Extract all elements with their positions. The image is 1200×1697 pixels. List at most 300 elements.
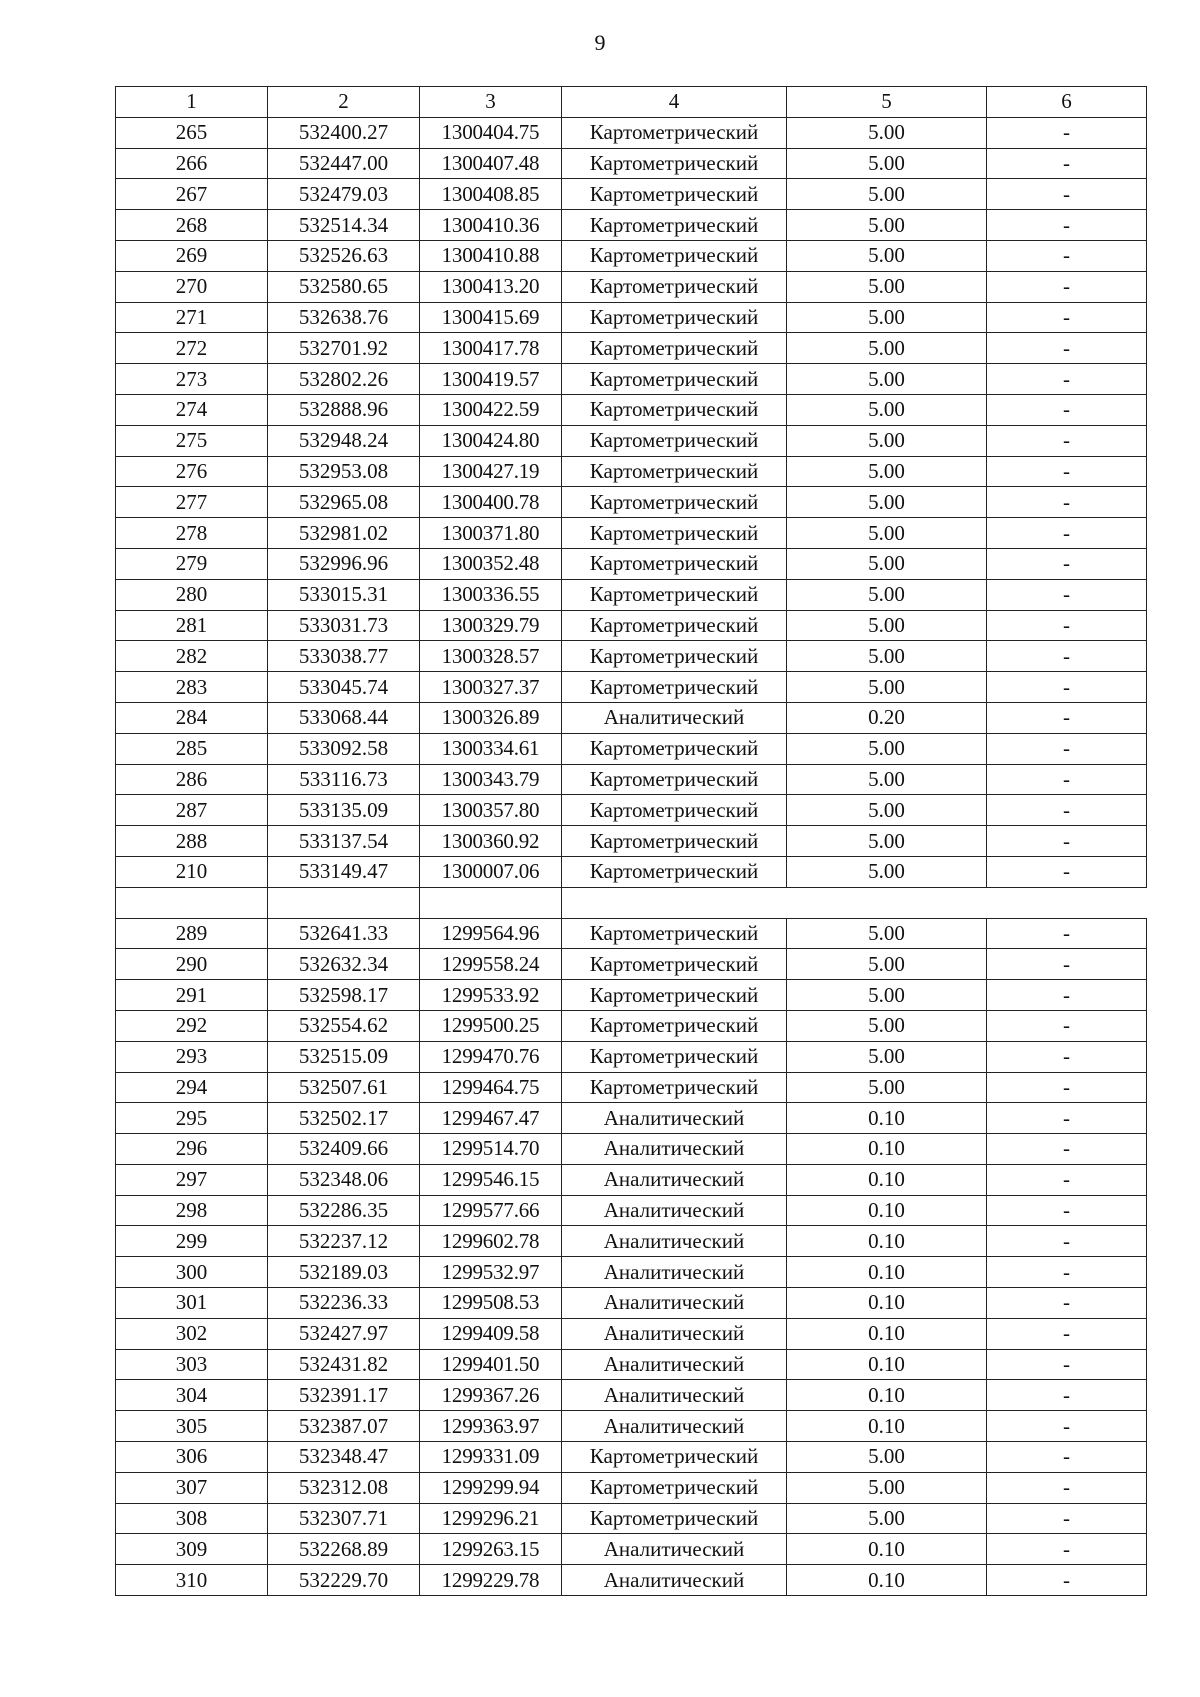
accuracy-cell: 0.10 xyxy=(787,1318,987,1349)
column-header: 4 xyxy=(562,87,787,118)
description-cell: - xyxy=(987,795,1147,826)
method-cell: Картометрический xyxy=(562,1503,787,1534)
x-coordinate-cell: 532981.02 xyxy=(268,518,420,549)
accuracy-cell: 5.00 xyxy=(787,641,987,672)
description-cell: - xyxy=(987,579,1147,610)
table-row xyxy=(116,764,1147,795)
accuracy-cell: 5.00 xyxy=(787,1072,987,1103)
y-coordinate-cell: 1300400.78 xyxy=(420,487,562,518)
point-number-cell: 286 xyxy=(116,764,268,795)
accuracy-cell: 5.00 xyxy=(787,764,987,795)
x-coordinate-cell: 532888.96 xyxy=(268,394,420,425)
method-cell: Картометрический xyxy=(562,1442,787,1473)
point-number-cell: 301 xyxy=(116,1288,268,1319)
description-cell: - xyxy=(987,1195,1147,1226)
table-row xyxy=(116,1380,1147,1411)
accuracy-cell: 5.00 xyxy=(787,1010,987,1041)
y-coordinate-cell: 1299299.94 xyxy=(420,1472,562,1503)
table-row xyxy=(116,148,1147,179)
table-row xyxy=(116,1411,1147,1442)
y-coordinate-cell: 1299514.70 xyxy=(420,1134,562,1165)
x-coordinate-cell: 533092.58 xyxy=(268,733,420,764)
table-row xyxy=(116,1472,1147,1503)
x-coordinate-cell: 532507.61 xyxy=(268,1072,420,1103)
y-coordinate-cell: 1300328.57 xyxy=(420,641,562,672)
accuracy-cell: 5.00 xyxy=(787,148,987,179)
method-cell: Аналитический xyxy=(562,702,787,733)
method-cell: Аналитический xyxy=(562,1411,787,1442)
y-coordinate-cell: 1300415.69 xyxy=(420,302,562,333)
table-row xyxy=(116,795,1147,826)
method-cell: Картометрический xyxy=(562,764,787,795)
y-coordinate-cell: 1299577.66 xyxy=(420,1195,562,1226)
description-cell: - xyxy=(987,240,1147,271)
accuracy-cell: 5.00 xyxy=(787,364,987,395)
accuracy-cell: 0.10 xyxy=(787,1565,987,1596)
description-cell: - xyxy=(987,364,1147,395)
y-coordinate-cell: 1299508.53 xyxy=(420,1288,562,1319)
point-number-cell: 281 xyxy=(116,610,268,641)
x-coordinate-cell: 532641.33 xyxy=(268,918,420,949)
separator-cell xyxy=(116,887,268,918)
method-cell: Картометрический xyxy=(562,610,787,641)
method-cell: Аналитический xyxy=(562,1164,787,1195)
table-row xyxy=(116,1318,1147,1349)
point-number-cell: 310 xyxy=(116,1565,268,1596)
column-header: 3 xyxy=(420,87,562,118)
description-cell: - xyxy=(987,1257,1147,1288)
table-row xyxy=(116,949,1147,980)
y-coordinate-cell: 1300427.19 xyxy=(420,456,562,487)
description-cell: - xyxy=(987,733,1147,764)
method-cell: Картометрический xyxy=(562,672,787,703)
accuracy-cell: 5.00 xyxy=(787,856,987,887)
x-coordinate-cell: 532526.63 xyxy=(268,240,420,271)
method-cell: Картометрический xyxy=(562,333,787,364)
x-coordinate-cell: 532387.07 xyxy=(268,1411,420,1442)
point-number-cell: 292 xyxy=(116,1010,268,1041)
point-number-cell: 284 xyxy=(116,702,268,733)
description-cell: - xyxy=(987,425,1147,456)
table-row xyxy=(116,394,1147,425)
method-cell: Аналитический xyxy=(562,1288,787,1319)
accuracy-cell: 5.00 xyxy=(787,210,987,241)
accuracy-cell: 0.10 xyxy=(787,1103,987,1134)
method-cell: Картометрический xyxy=(562,148,787,179)
point-number-cell: 266 xyxy=(116,148,268,179)
x-coordinate-cell: 533045.74 xyxy=(268,672,420,703)
table-row xyxy=(116,980,1147,1011)
y-coordinate-cell: 1300327.37 xyxy=(420,672,562,703)
accuracy-cell: 5.00 xyxy=(787,949,987,980)
point-number-cell: 307 xyxy=(116,1472,268,1503)
table-row xyxy=(116,1534,1147,1565)
table-row xyxy=(116,333,1147,364)
method-cell: Картометрический xyxy=(562,271,787,302)
description-cell: - xyxy=(987,1534,1147,1565)
description-cell: - xyxy=(987,179,1147,210)
accuracy-cell: 0.10 xyxy=(787,1380,987,1411)
x-coordinate-cell: 532189.03 xyxy=(268,1257,420,1288)
table-row xyxy=(116,856,1147,887)
table-row xyxy=(116,1072,1147,1103)
point-number-cell: 298 xyxy=(116,1195,268,1226)
y-coordinate-cell: 1299500.25 xyxy=(420,1010,562,1041)
method-cell: Аналитический xyxy=(562,1565,787,1596)
table-row xyxy=(116,1288,1147,1319)
description-cell: - xyxy=(987,487,1147,518)
separator-cell xyxy=(268,887,420,918)
point-number-cell: 274 xyxy=(116,394,268,425)
accuracy-cell: 0.10 xyxy=(787,1134,987,1165)
accuracy-cell: 0.10 xyxy=(787,1349,987,1380)
page-number: 9 xyxy=(594,30,606,55)
table-row xyxy=(116,1134,1147,1165)
description-cell: - xyxy=(987,641,1147,672)
description-cell: - xyxy=(987,826,1147,857)
column-header: 1 xyxy=(116,87,268,118)
y-coordinate-cell: 1300410.88 xyxy=(420,240,562,271)
description-cell: - xyxy=(987,148,1147,179)
point-number-cell: 283 xyxy=(116,672,268,703)
y-coordinate-cell: 1300007.06 xyxy=(420,856,562,887)
description-cell: - xyxy=(987,918,1147,949)
point-number-cell: 265 xyxy=(116,117,268,148)
description-cell: - xyxy=(987,1318,1147,1349)
point-number-cell: 288 xyxy=(116,826,268,857)
x-coordinate-cell: 532996.96 xyxy=(268,548,420,579)
method-cell: Картометрический xyxy=(562,456,787,487)
description-cell: - xyxy=(987,548,1147,579)
method-cell: Аналитический xyxy=(562,1380,787,1411)
table-row xyxy=(116,1503,1147,1534)
accuracy-cell: 5.00 xyxy=(787,548,987,579)
x-coordinate-cell: 532268.89 xyxy=(268,1534,420,1565)
table-row xyxy=(116,1226,1147,1257)
table-row xyxy=(116,1164,1147,1195)
description-cell: - xyxy=(987,1503,1147,1534)
y-coordinate-cell: 1300419.57 xyxy=(420,364,562,395)
point-number-cell: 282 xyxy=(116,641,268,672)
description-cell: - xyxy=(987,302,1147,333)
table-row xyxy=(116,641,1147,672)
method-cell: Картометрический xyxy=(562,579,787,610)
table-row xyxy=(116,826,1147,857)
method-cell: Картометрический xyxy=(562,302,787,333)
point-number-cell: 300 xyxy=(116,1257,268,1288)
y-coordinate-cell: 1299533.92 xyxy=(420,980,562,1011)
y-coordinate-cell: 1300329.79 xyxy=(420,610,562,641)
point-number-cell: 273 xyxy=(116,364,268,395)
y-coordinate-cell: 1300408.85 xyxy=(420,179,562,210)
table-row xyxy=(116,1565,1147,1596)
accuracy-cell: 5.00 xyxy=(787,795,987,826)
method-cell: Картометрический xyxy=(562,795,787,826)
method-cell: Картометрический xyxy=(562,394,787,425)
x-coordinate-cell: 532632.34 xyxy=(268,949,420,980)
accuracy-cell: 5.00 xyxy=(787,271,987,302)
y-coordinate-cell: 1300422.59 xyxy=(420,394,562,425)
point-number-cell: 309 xyxy=(116,1534,268,1565)
description-cell: - xyxy=(987,1072,1147,1103)
x-coordinate-cell: 532948.24 xyxy=(268,425,420,456)
y-coordinate-cell: 1300336.55 xyxy=(420,579,562,610)
separator-cell xyxy=(562,887,787,918)
description-cell: - xyxy=(987,1010,1147,1041)
x-coordinate-cell: 533135.09 xyxy=(268,795,420,826)
point-number-cell: 270 xyxy=(116,271,268,302)
x-coordinate-cell: 532598.17 xyxy=(268,980,420,1011)
table-row xyxy=(116,302,1147,333)
y-coordinate-cell: 1299263.15 xyxy=(420,1534,562,1565)
x-coordinate-cell: 532479.03 xyxy=(268,179,420,210)
method-cell: Аналитический xyxy=(562,1103,787,1134)
description-cell: - xyxy=(987,980,1147,1011)
accuracy-cell: 0.10 xyxy=(787,1257,987,1288)
x-coordinate-cell: 532427.97 xyxy=(268,1318,420,1349)
point-number-cell: 305 xyxy=(116,1411,268,1442)
y-coordinate-cell: 1299467.47 xyxy=(420,1103,562,1134)
method-cell: Картометрический xyxy=(562,210,787,241)
coordinates-table-container xyxy=(115,86,1147,1596)
accuracy-cell: 5.00 xyxy=(787,826,987,857)
point-number-cell: 303 xyxy=(116,1349,268,1380)
method-cell: Картометрический xyxy=(562,364,787,395)
method-cell: Картометрический xyxy=(562,240,787,271)
separator-cell xyxy=(420,887,562,918)
x-coordinate-cell: 532802.26 xyxy=(268,364,420,395)
point-number-cell: 297 xyxy=(116,1164,268,1195)
description-cell: - xyxy=(987,1380,1147,1411)
y-coordinate-cell: 1300424.80 xyxy=(420,425,562,456)
method-cell: Картометрический xyxy=(562,856,787,887)
point-number-cell: 302 xyxy=(116,1318,268,1349)
x-coordinate-cell: 532965.08 xyxy=(268,487,420,518)
description-cell: - xyxy=(987,1349,1147,1380)
method-cell: Картометрический xyxy=(562,518,787,549)
x-coordinate-cell: 533149.47 xyxy=(268,856,420,887)
description-cell: - xyxy=(987,333,1147,364)
table-row xyxy=(116,1257,1147,1288)
y-coordinate-cell: 1300360.92 xyxy=(420,826,562,857)
point-number-cell: 295 xyxy=(116,1103,268,1134)
point-number-cell: 277 xyxy=(116,487,268,518)
table-row xyxy=(116,179,1147,210)
description-cell: - xyxy=(987,1442,1147,1473)
x-coordinate-cell: 532701.92 xyxy=(268,333,420,364)
x-coordinate-cell: 532236.33 xyxy=(268,1288,420,1319)
point-number-cell: 293 xyxy=(116,1041,268,1072)
x-coordinate-cell: 532953.08 xyxy=(268,456,420,487)
accuracy-cell: 5.00 xyxy=(787,487,987,518)
x-coordinate-cell: 532307.71 xyxy=(268,1503,420,1534)
accuracy-cell: 0.10 xyxy=(787,1164,987,1195)
y-coordinate-cell: 1300407.48 xyxy=(420,148,562,179)
y-coordinate-cell: 1299296.21 xyxy=(420,1503,562,1534)
table-row xyxy=(116,672,1147,703)
method-cell: Аналитический xyxy=(562,1257,787,1288)
table-row xyxy=(116,456,1147,487)
method-cell: Картометрический xyxy=(562,918,787,949)
table-row xyxy=(116,610,1147,641)
x-coordinate-cell: 532348.47 xyxy=(268,1442,420,1473)
point-number-cell: 299 xyxy=(116,1226,268,1257)
table-row xyxy=(116,579,1147,610)
method-cell: Картометрический xyxy=(562,980,787,1011)
y-coordinate-cell: 1300352.48 xyxy=(420,548,562,579)
accuracy-cell: 5.00 xyxy=(787,394,987,425)
x-coordinate-cell: 532638.76 xyxy=(268,302,420,333)
y-coordinate-cell: 1300410.36 xyxy=(420,210,562,241)
accuracy-cell: 5.00 xyxy=(787,980,987,1011)
point-number-cell: 296 xyxy=(116,1134,268,1165)
y-coordinate-cell: 1300413.20 xyxy=(420,271,562,302)
method-cell: Картометрический xyxy=(562,949,787,980)
description-cell: - xyxy=(987,1134,1147,1165)
x-coordinate-cell: 532400.27 xyxy=(268,117,420,148)
point-number-cell: 276 xyxy=(116,456,268,487)
method-cell: Аналитический xyxy=(562,1134,787,1165)
description-cell: - xyxy=(987,1103,1147,1134)
point-number-cell: 279 xyxy=(116,548,268,579)
description-cell: - xyxy=(987,702,1147,733)
table-row xyxy=(116,487,1147,518)
x-coordinate-cell: 532391.17 xyxy=(268,1380,420,1411)
contour-separator-row xyxy=(116,887,1147,918)
method-cell: Аналитический xyxy=(562,1349,787,1380)
table-row xyxy=(116,518,1147,549)
y-coordinate-cell: 1299558.24 xyxy=(420,949,562,980)
table-row xyxy=(116,702,1147,733)
method-cell: Аналитический xyxy=(562,1318,787,1349)
accuracy-cell: 5.00 xyxy=(787,610,987,641)
x-coordinate-cell: 532409.66 xyxy=(268,1134,420,1165)
method-cell: Аналитический xyxy=(562,1195,787,1226)
y-coordinate-cell: 1300343.79 xyxy=(420,764,562,795)
description-cell: - xyxy=(987,1226,1147,1257)
y-coordinate-cell: 1299363.97 xyxy=(420,1411,562,1442)
description-cell: - xyxy=(987,394,1147,425)
description-cell: - xyxy=(987,764,1147,795)
column-header: 2 xyxy=(268,87,420,118)
table-row xyxy=(116,271,1147,302)
method-cell: Картометрический xyxy=(562,1072,787,1103)
table-row xyxy=(116,364,1147,395)
y-coordinate-cell: 1299409.58 xyxy=(420,1318,562,1349)
accuracy-cell: 5.00 xyxy=(787,1503,987,1534)
x-coordinate-cell: 532348.06 xyxy=(268,1164,420,1195)
accuracy-cell: 5.00 xyxy=(787,302,987,333)
y-coordinate-cell: 1299367.26 xyxy=(420,1380,562,1411)
point-number-cell: 275 xyxy=(116,425,268,456)
table-row xyxy=(116,1349,1147,1380)
point-number-cell: 267 xyxy=(116,179,268,210)
x-coordinate-cell: 532447.00 xyxy=(268,148,420,179)
description-cell: - xyxy=(987,949,1147,980)
method-cell: Картометрический xyxy=(562,179,787,210)
x-coordinate-cell: 532237.12 xyxy=(268,1226,420,1257)
point-number-cell: 287 xyxy=(116,795,268,826)
accuracy-cell: 0.10 xyxy=(787,1195,987,1226)
accuracy-cell: 5.00 xyxy=(787,672,987,703)
point-number-cell: 268 xyxy=(116,210,268,241)
table-row xyxy=(116,1442,1147,1473)
accuracy-cell: 5.00 xyxy=(787,240,987,271)
point-number-cell: 290 xyxy=(116,949,268,980)
table-row xyxy=(116,210,1147,241)
x-coordinate-cell: 532286.35 xyxy=(268,1195,420,1226)
table-body xyxy=(116,87,1147,1596)
description-cell: - xyxy=(987,1411,1147,1442)
x-coordinate-cell: 532431.82 xyxy=(268,1349,420,1380)
description-cell: - xyxy=(987,271,1147,302)
point-number-cell: 308 xyxy=(116,1503,268,1534)
method-cell: Картометрический xyxy=(562,117,787,148)
x-coordinate-cell: 532580.65 xyxy=(268,271,420,302)
x-coordinate-cell: 532515.09 xyxy=(268,1041,420,1072)
y-coordinate-cell: 1299564.96 xyxy=(420,918,562,949)
y-coordinate-cell: 1299229.78 xyxy=(420,1565,562,1596)
accuracy-cell: 5.00 xyxy=(787,733,987,764)
method-cell: Картометрический xyxy=(562,487,787,518)
method-cell: Аналитический xyxy=(562,1534,787,1565)
point-number-cell: 306 xyxy=(116,1442,268,1473)
description-cell: - xyxy=(987,456,1147,487)
accuracy-cell: 5.00 xyxy=(787,518,987,549)
point-number-cell: 289 xyxy=(116,918,268,949)
separator-cell xyxy=(787,887,987,918)
method-cell: Картометрический xyxy=(562,1041,787,1072)
x-coordinate-cell: 533068.44 xyxy=(268,702,420,733)
accuracy-cell: 5.00 xyxy=(787,456,987,487)
table-row xyxy=(116,425,1147,456)
y-coordinate-cell: 1300357.80 xyxy=(420,795,562,826)
description-cell: - xyxy=(987,1288,1147,1319)
table-row xyxy=(116,733,1147,764)
method-cell: Аналитический xyxy=(562,1226,787,1257)
method-cell: Картометрический xyxy=(562,425,787,456)
point-number-cell: 285 xyxy=(116,733,268,764)
table-row xyxy=(116,548,1147,579)
method-cell: Картометрический xyxy=(562,826,787,857)
accuracy-cell: 0.10 xyxy=(787,1226,987,1257)
x-coordinate-cell: 533038.77 xyxy=(268,641,420,672)
column-header: 6 xyxy=(987,87,1147,118)
y-coordinate-cell: 1300371.80 xyxy=(420,518,562,549)
y-coordinate-cell: 1299331.09 xyxy=(420,1442,562,1473)
y-coordinate-cell: 1299532.97 xyxy=(420,1257,562,1288)
accuracy-cell: 5.00 xyxy=(787,1442,987,1473)
x-coordinate-cell: 532514.34 xyxy=(268,210,420,241)
table-row xyxy=(116,1010,1147,1041)
point-number-cell: 304 xyxy=(116,1380,268,1411)
accuracy-cell: 5.00 xyxy=(787,579,987,610)
y-coordinate-cell: 1299602.78 xyxy=(420,1226,562,1257)
x-coordinate-cell: 532229.70 xyxy=(268,1565,420,1596)
accuracy-cell: 5.00 xyxy=(787,1472,987,1503)
x-coordinate-cell: 532554.62 xyxy=(268,1010,420,1041)
accuracy-cell: 5.00 xyxy=(787,1041,987,1072)
point-number-cell: 280 xyxy=(116,579,268,610)
column-header: 5 xyxy=(787,87,987,118)
description-cell: - xyxy=(987,518,1147,549)
table-row xyxy=(116,1103,1147,1134)
method-cell: Картометрический xyxy=(562,733,787,764)
accuracy-cell: 0.10 xyxy=(787,1411,987,1442)
method-cell: Картометрический xyxy=(562,641,787,672)
table-header-row xyxy=(116,87,1147,118)
y-coordinate-cell: 1299401.50 xyxy=(420,1349,562,1380)
